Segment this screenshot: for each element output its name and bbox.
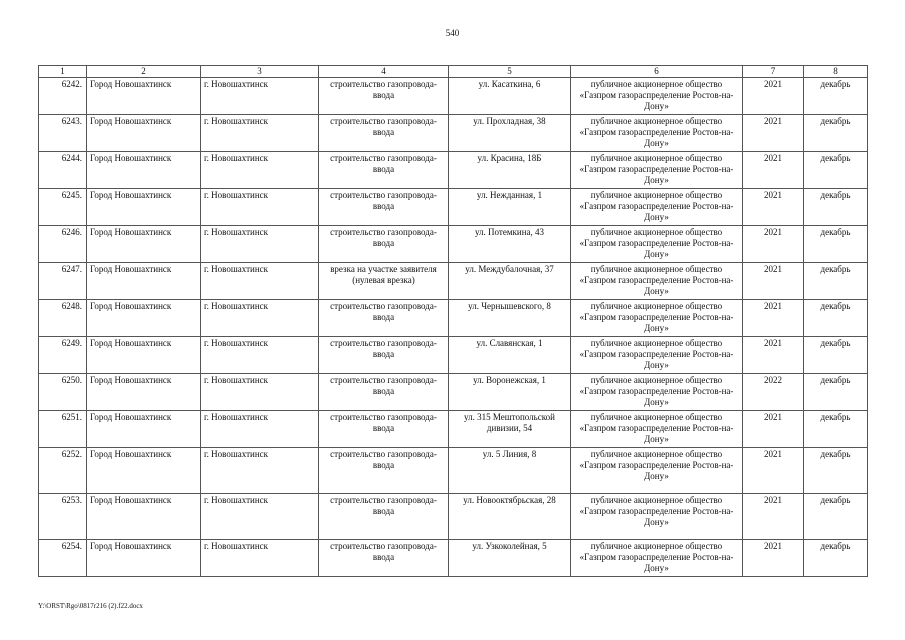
month-cell: декабрь <box>804 189 868 226</box>
address-cell: ул. Узкоколейная, 5 <box>449 540 571 577</box>
table-row <box>39 300 868 337</box>
year-cell: 2021 <box>743 540 804 577</box>
locality-cell: г. Новошахтинск <box>201 78 319 115</box>
organization-cell: публичное акционерное общество «Газпром газораспределение Ростов-на-Дону» <box>571 337 743 374</box>
address-cell: ул. 315 Мештопольской дивизии, 54 <box>449 411 571 448</box>
month-cell: декабрь <box>804 337 868 374</box>
work-type-cell: строительство газопровода-ввода <box>319 494 449 540</box>
organization-cell: публичное акционерное общество «Газпром газораспределение Ростов-на-Дону» <box>571 300 743 337</box>
year-cell: 2021 <box>743 189 804 226</box>
municipality-cell: Город Новошахтинск <box>87 448 201 494</box>
column-header: 4 <box>319 66 449 78</box>
organization-cell: публичное акционерное общество «Газпром газораспределение Ростов-на-Дону» <box>571 374 743 411</box>
row-number-cell: 6248. <box>39 300 87 337</box>
address-cell: ул. Касаткина, 6 <box>449 78 571 115</box>
page-number: 540 <box>445 28 460 38</box>
organization-cell: публичное акционерное общество «Газпром газораспределение Ростов-на-Дону» <box>571 152 743 189</box>
row-number-cell: 6250. <box>39 374 87 411</box>
locality-cell: г. Новошахтинск <box>201 337 319 374</box>
work-type-cell: врезка на участке заявителя (нулевая врезка) <box>319 263 449 300</box>
locality-cell: г. Новошахтинск <box>201 448 319 494</box>
work-type-cell: строительство газопровода-ввода <box>319 152 449 189</box>
address-cell: ул. Новооктябрьская, 28 <box>449 494 571 540</box>
organization-cell: публичное акционерное общество «Газпром газораспределение Ростов-на-Дону» <box>571 189 743 226</box>
work-type-cell: строительство газопровода-ввода <box>319 374 449 411</box>
year-cell: 2022 <box>743 374 804 411</box>
municipality-cell: Город Новошахтинск <box>87 226 201 263</box>
table-row <box>39 115 868 152</box>
year-cell: 2021 <box>743 448 804 494</box>
month-cell: декабрь <box>804 226 868 263</box>
locality-cell: г. Новошахтинск <box>201 189 319 226</box>
work-type-cell: строительство газопровода-ввода <box>319 226 449 263</box>
organization-cell: публичное акционерное общество «Газпром газораспределение Ростов-на-Дону» <box>571 263 743 300</box>
locality-cell: г. Новошахтинск <box>201 226 319 263</box>
organization-cell: публичное акционерное общество «Газпром газораспределение Ростов-на-Дону» <box>571 115 743 152</box>
work-type-cell: строительство газопровода-ввода <box>319 448 449 494</box>
municipality-cell: Город Новошахтинск <box>87 78 201 115</box>
address-cell: ул. Междубалочная, 37 <box>449 263 571 300</box>
table-row <box>39 448 868 494</box>
month-cell: декабрь <box>804 78 868 115</box>
municipality-cell: Город Новошахтинск <box>87 411 201 448</box>
column-header: 2 <box>87 66 201 78</box>
address-cell: ул. Воронежская, 1 <box>449 374 571 411</box>
table-row <box>39 152 868 189</box>
work-type-cell: строительство газопровода-ввода <box>319 189 449 226</box>
row-number-cell: 6249. <box>39 337 87 374</box>
organization-cell: публичное акционерное общество «Газпром газораспределение Ростов-на-Дону» <box>571 494 743 540</box>
table-row <box>39 78 868 115</box>
row-number-cell: 6243. <box>39 115 87 152</box>
table-row <box>39 337 868 374</box>
work-type-cell: строительство газопровода-ввода <box>319 337 449 374</box>
work-type-cell: строительство газопровода-ввода <box>319 540 449 577</box>
organization-cell: публичное акционерное общество «Газпром газораспределение Ростов-на-Дону» <box>571 411 743 448</box>
column-header: 1 <box>39 66 87 78</box>
address-cell: ул. 5 Линия, 8 <box>449 448 571 494</box>
year-cell: 2021 <box>743 226 804 263</box>
column-header: 5 <box>449 66 571 78</box>
table-row <box>39 540 868 577</box>
year-cell: 2021 <box>743 263 804 300</box>
registry-table <box>38 65 868 577</box>
locality-cell: г. Новошахтинск <box>201 263 319 300</box>
column-header: 3 <box>201 66 319 78</box>
file-path-footer: Y:\ORST\Rgo\0817r216 (2).f22.docx <box>38 602 143 610</box>
month-cell: декабрь <box>804 448 868 494</box>
municipality-cell: Город Новошахтинск <box>87 263 201 300</box>
column-header: 8 <box>804 66 868 78</box>
address-cell: ул. Красина, 18Б <box>449 152 571 189</box>
address-cell: ул. Потемкина, 43 <box>449 226 571 263</box>
locality-cell: г. Новошахтинск <box>201 540 319 577</box>
month-cell: декабрь <box>804 494 868 540</box>
locality-cell: г. Новошахтинск <box>201 374 319 411</box>
locality-cell: г. Новошахтинск <box>201 152 319 189</box>
address-cell: ул. Славянская, 1 <box>449 337 571 374</box>
year-cell: 2021 <box>743 494 804 540</box>
organization-cell: публичное акционерное общество «Газпром газораспределение Ростов-на-Дону» <box>571 226 743 263</box>
organization-cell: публичное акционерное общество «Газпром газораспределение Ростов-на-Дону» <box>571 78 743 115</box>
municipality-cell: Город Новошахтинск <box>87 152 201 189</box>
year-cell: 2021 <box>743 300 804 337</box>
work-type-cell: строительство газопровода-ввода <box>319 300 449 337</box>
municipality-cell: Город Новошахтинск <box>87 337 201 374</box>
year-cell: 2021 <box>743 337 804 374</box>
month-cell: декабрь <box>804 411 868 448</box>
month-cell: декабрь <box>804 152 868 189</box>
organization-cell: публичное акционерное общество «Газпром газораспределение Ростов-на-Дону» <box>571 448 743 494</box>
row-number-cell: 6252. <box>39 448 87 494</box>
work-type-cell: строительство газопровода-ввода <box>319 78 449 115</box>
year-cell: 2021 <box>743 411 804 448</box>
address-cell: ул. Чернышевского, 8 <box>449 300 571 337</box>
table-row <box>39 494 868 540</box>
organization-cell: публичное акционерное общество «Газпром газораспределение Ростов-на-Дону» <box>571 540 743 577</box>
row-number-cell: 6246. <box>39 226 87 263</box>
table-row <box>39 374 868 411</box>
municipality-cell: Город Новошахтинск <box>87 540 201 577</box>
table-row <box>39 263 868 300</box>
municipality-cell: Город Новошахтинск <box>87 189 201 226</box>
locality-cell: г. Новошахтинск <box>201 115 319 152</box>
month-cell: декабрь <box>804 300 868 337</box>
month-cell: декабрь <box>804 115 868 152</box>
year-cell: 2021 <box>743 115 804 152</box>
table-row <box>39 411 868 448</box>
row-number-cell: 6244. <box>39 152 87 189</box>
municipality-cell: Город Новошахтинск <box>87 115 201 152</box>
month-cell: декабрь <box>804 374 868 411</box>
locality-cell: г. Новошахтинск <box>201 494 319 540</box>
row-number-cell: 6242. <box>39 78 87 115</box>
column-header: 6 <box>571 66 743 78</box>
year-cell: 2021 <box>743 78 804 115</box>
row-number-cell: 6254. <box>39 540 87 577</box>
row-number-cell: 6251. <box>39 411 87 448</box>
row-number-cell: 6245. <box>39 189 87 226</box>
municipality-cell: Город Новошахтинск <box>87 300 201 337</box>
locality-cell: г. Новошахтинск <box>201 300 319 337</box>
row-number-cell: 6253. <box>39 494 87 540</box>
year-cell: 2021 <box>743 152 804 189</box>
municipality-cell: Город Новошахтинск <box>87 494 201 540</box>
table-row <box>39 226 868 263</box>
work-type-cell: строительство газопровода-ввода <box>319 411 449 448</box>
month-cell: декабрь <box>804 540 868 577</box>
table-row <box>39 189 868 226</box>
municipality-cell: Город Новошахтинск <box>87 374 201 411</box>
address-cell: ул. Прохладная, 38 <box>449 115 571 152</box>
month-cell: декабрь <box>804 263 868 300</box>
locality-cell: г. Новошахтинск <box>201 411 319 448</box>
address-cell: ул. Нежданная, 1 <box>449 189 571 226</box>
row-number-cell: 6247. <box>39 263 87 300</box>
work-type-cell: строительство газопровода-ввода <box>319 115 449 152</box>
column-header: 7 <box>743 66 804 78</box>
table-header-row <box>39 66 868 78</box>
